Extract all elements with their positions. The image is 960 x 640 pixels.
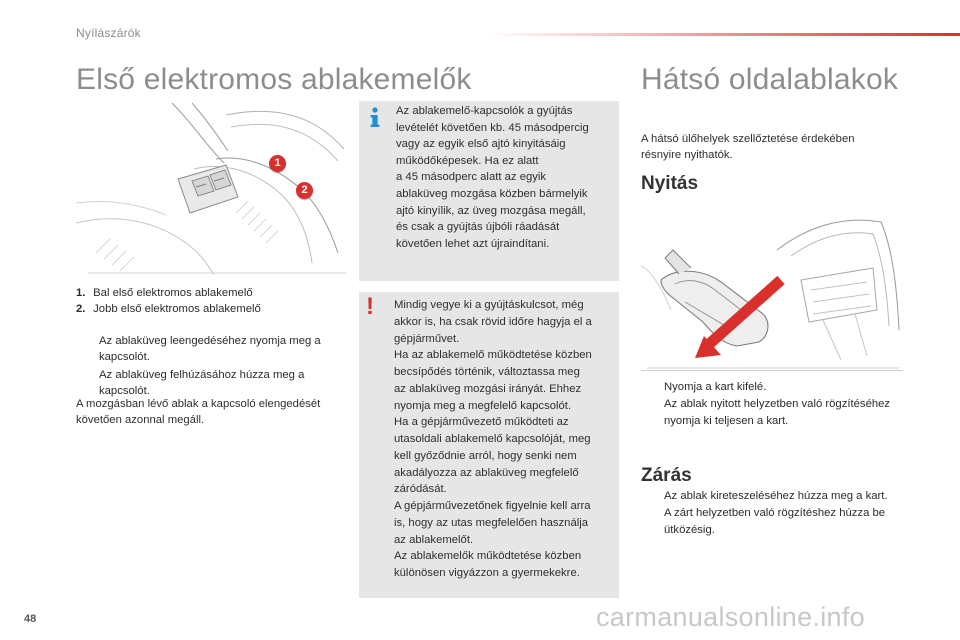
- info-icon: [369, 107, 381, 129]
- watermark: carmanualsonline.info: [596, 602, 865, 632]
- callout-1-badge: 1: [269, 155, 286, 172]
- front-window-instructions: [76, 333, 336, 401]
- instruction-item: Az ablaküveg felhúzásához húzza meg a kapcsolót.: [99, 368, 305, 398]
- closing-heading: Zárás: [641, 465, 692, 486]
- instruction-item: Az ablaküveg leengedéséhez nyomja meg a kapcsolót.: [99, 335, 321, 364]
- legend-item: 2. Jobb első elektromos ablakemelő: [76, 303, 261, 316]
- instruction-item: Az ablak kireteszeléséhez húzza meg a kart.: [664, 490, 888, 502]
- page-title-rear-windows: Hátsó oldalablakok: [641, 63, 899, 96]
- opening-heading: Nyitás: [641, 173, 699, 194]
- stop-paragraph: A mozgásban lévő ablak a kapcsoló elengedését követően azonnal megáll.: [76, 398, 321, 427]
- warning-exclamation-icon: !: [366, 293, 374, 320]
- instruction-item: Az ablak nyitott helyzetben való rögzítéséhez nyomja ki teljesen a kart.: [664, 398, 891, 427]
- section-label: Nyílászárók: [76, 26, 141, 40]
- switch-legend: [76, 285, 336, 318]
- illustration-divider: [641, 370, 903, 371]
- rear-window-latch-illustration: [641, 210, 903, 370]
- rear-windows-intro: A hátsó ülőhelyek szellőztetése érdekében résnyire nyithatók.: [641, 133, 855, 162]
- header-accent-rule: [488, 33, 960, 36]
- warning-box-text: Mindig vegye ki a gyújtáskulcsot, még akkor is, ha csak rövid időre hagyja el a gépjárművet. Ha az ablakemelő működtetése közben becsípődés történik, változtassa meg az ablaküveg mozgási irányát. Ehhez nyomja meg a megfelelő kapcsolót. Ha a gépjárművezető működteti az utasoldali ablakemelő kapcsolóját, meg kell győződnie arról, hogy senki nem akadályozza az ablaküveg megfelelő záródását. A gépjárművezetőnek figyelnie kell arra is, hogy az utas megfelelően használja az ablakemelőt. Az ablakemelők működtetése közben különösen vigyázzon a gyermekekre.: [394, 299, 592, 579]
- legend-item: 1. Bal első elektromos ablakemelő: [76, 287, 253, 299]
- opening-instructions: [641, 379, 891, 430]
- closing-instructions: [641, 488, 891, 539]
- page-number: 48: [24, 613, 37, 625]
- callout-2-badge: 2: [296, 182, 313, 199]
- instruction-item: A zárt helyzetben való rögzítéshez húzza be ütközésig.: [664, 507, 886, 536]
- instruction-item: Nyomja a kart kifelé.: [664, 381, 767, 393]
- page-title-front-windows: Első elektromos ablakemelők: [76, 63, 472, 96]
- info-box-text: Az ablakemelő-kapcsolók a gyújtás levételét követően kb. 45 másodpercig vagy az egyik első ajtó kinyitásáig működőképesek. Ha ez alatt a 45 másodperc alatt az egyik ablaküveg mozgása közben bármelyik ajtó kinyílik, az üveg mozgása megáll, és csak a gyújtás újbóli ráadását követően lehet azt újraindítani.: [396, 105, 589, 250]
